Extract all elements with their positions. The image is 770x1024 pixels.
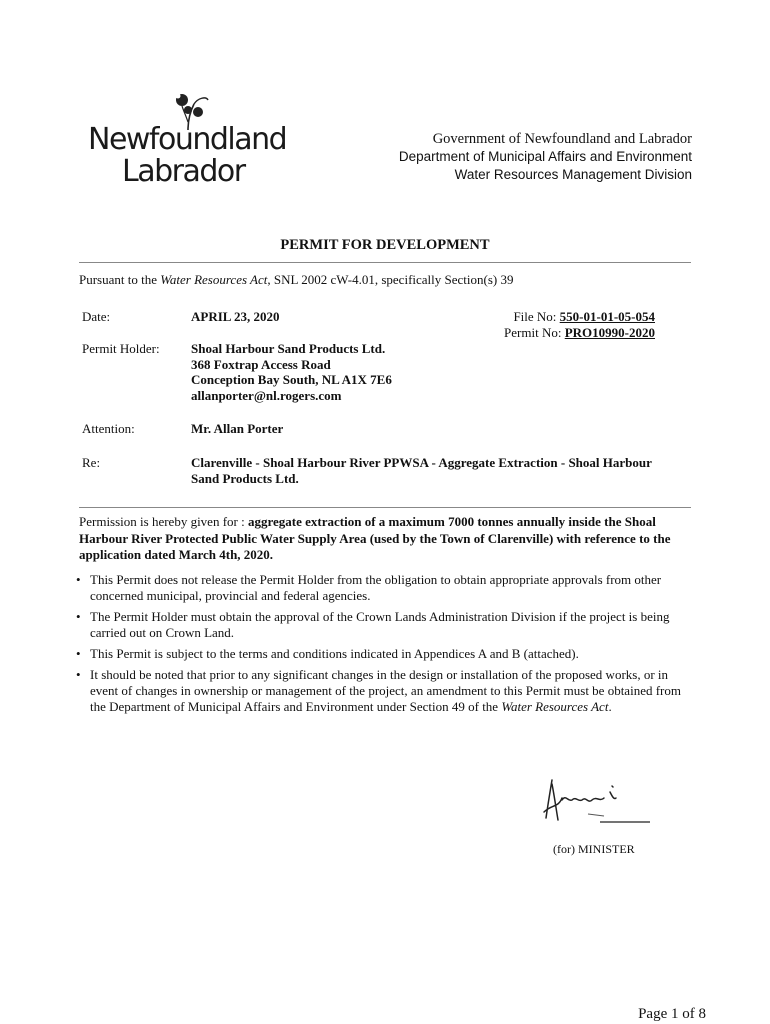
government-name: Government of Newfoundland and Labrador [432,131,692,147]
permission-statement: Permission is hereby given for : aggregate extraction of a maximum 7000 tonnes annually inside the Shoal Harbour River Protected Public Water Supply Area (used by the Town of Clarenville) with reference to the application dated March 4th, 2020. [79,514,671,562]
conditions-list [76,572,694,720]
attention-label: Attention: [82,421,135,436]
permit-holder-label: Permit Holder: [82,341,160,356]
logo-text-newfoundland: Newfoundland [88,122,287,157]
holder-city: Conception Bay South, NL A1X 7E6 [191,372,392,387]
holder-company: Shoal Harbour Sand Products Ltd. [191,341,386,356]
pursuant-line: Pursuant to the Water Resources Act, SNL 2002 cW-4.01, specifically Section(s) 39 [79,272,514,287]
list-item: • It should be noted that prior to any significant changes in the design or installation of the proposed works, or in event of changes in ownership or management of the project, an amendment to this Permit must be obtained from the Department of Municipal Affairs and Environment under Section 49 of the Water Resources Act. [76,667,681,714]
holder-email: allanporter@nl.rogers.com [191,387,342,403]
document-title: PERMIT FOR DEVELOPMENT [280,237,490,253]
signature-image [532,774,662,832]
division-name: Water Resources Management Division [454,167,692,182]
permission-details: aggregate extraction of a maximum 7000 tonnes annually inside the Shoal Harbour River Protected Public Water Supply Area (used by the Town of Clarenville) with reference to the application dated March 4th, 2020. [79,514,671,562]
page-number: Page 1 of 8 [638,1006,706,1022]
file-number: 550-01-01-05-054 [559,309,655,324]
permit-number-line: Permit No: PRO10990-2020 [504,325,655,340]
act-name: Water Resources Act [160,272,268,287]
list-item: • The Permit Holder must obtain the approval of the Crown Lands Administration Division if the project is being carried out on Crown Land. [76,609,670,640]
re-subject: Clarenville - Shoal Harbour River PPWSA - Aggregate Extraction - Shoal Harbour Sand Products Ltd. [191,455,652,486]
list-item: • This Permit is subject to the terms and conditions indicated in Appendices A and B (attached). [76,646,579,661]
date-value: APRIL 23, 2020 [191,309,280,324]
date-label: Date: [82,309,111,324]
file-reference-block [504,309,655,341]
attention-value: Mr. Allan Porter [191,421,284,436]
permit-number: PRO10990-2020 [564,325,655,340]
letterhead [399,130,692,184]
logo-text-labrador: Labrador [122,154,245,189]
file-number-line: File No: 550-01-01-05-054 [513,309,655,324]
title-divider [79,262,691,263]
list-item: • This Permit does not release the Permit Holder from the obligation to obtain appropriate approvals from other concerned municipal, provincial and federal agencies. [76,572,662,603]
department-name: Department of Municipal Affairs and Environment [398,149,692,164]
section-divider [79,507,691,508]
holder-street: 368 Foxtrap Access Road [191,356,331,372]
permit-holder-address [191,341,392,403]
re-label: Re: [82,455,101,470]
signature-caption: (for) MINISTER [553,842,635,856]
government-logo [88,92,287,192]
